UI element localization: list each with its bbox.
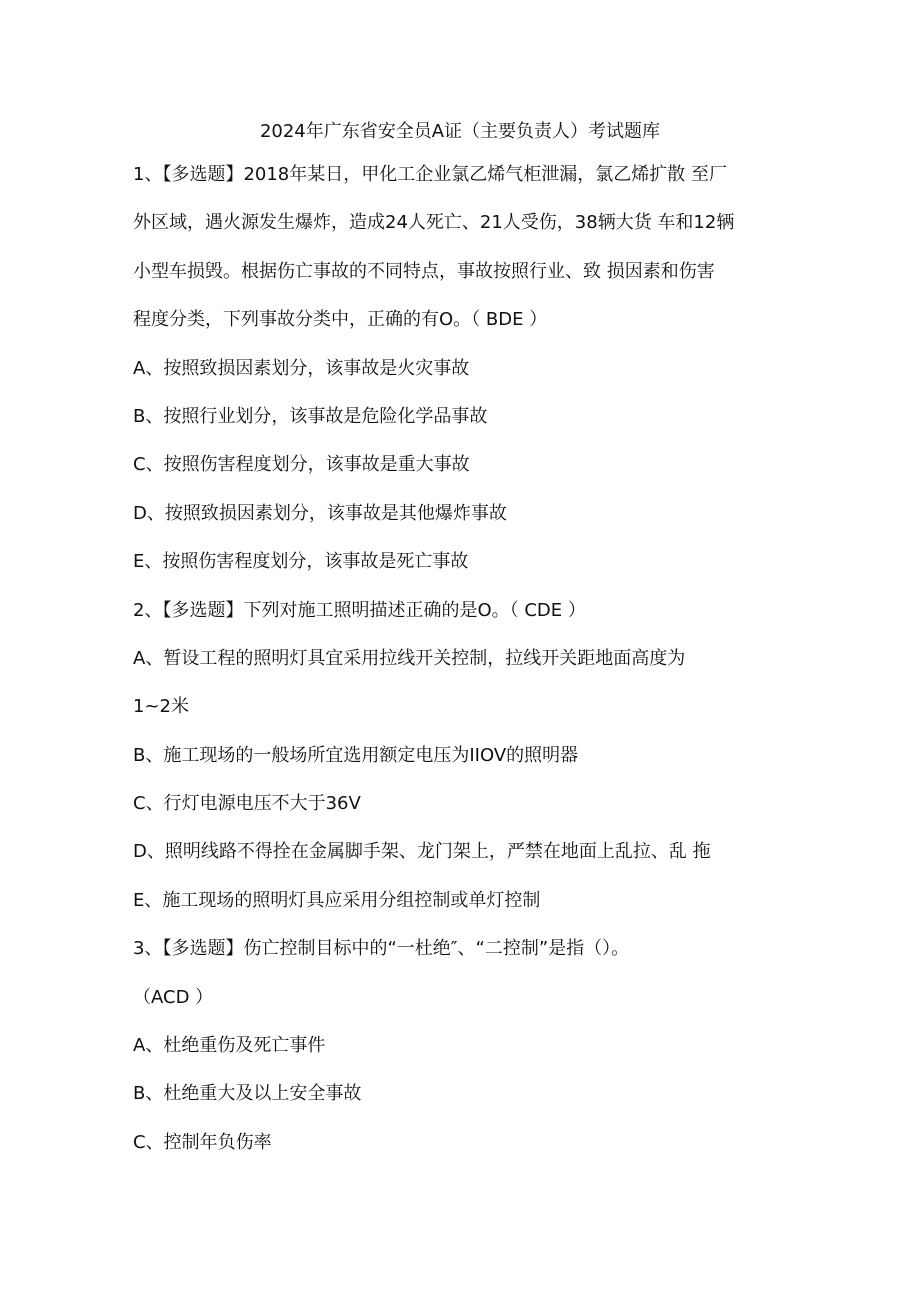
- question-2-option-a-line-2: 1~2米: [133, 696, 189, 718]
- document-title: 2024年广东省安全员A证（主要负责人）考试题库: [259, 121, 661, 142]
- question-1-option-a: A、按照致损因素划分，该事故是火灾事故: [133, 357, 470, 379]
- question-1-option-d: D、按照致损因素划分，该事故是其他爆炸事故: [133, 502, 507, 524]
- question-2-text: 2、【多选题】下列对施工照明描述正确的是O。（ CDE ）: [133, 599, 586, 621]
- question-1-text-line-4: 程度分类，下列事故分类中，正确的有O。（ BDE ）: [133, 309, 548, 331]
- question-1-option-e: E、按照伤害程度划分，该事故是死亡事故: [133, 551, 469, 573]
- document-body: [133, 163, 793, 1179]
- question-2-option-e: E、施工现场的照明灯具应采用分组控制或单灯控制: [133, 889, 541, 911]
- question-3-option-c: C、控制年负伤率: [133, 1131, 272, 1153]
- question-1-text-line-1: 1、【多选题】2018年某日，甲化工企业氯乙烯气柜泄漏，氯乙烯扩散 至厂: [133, 164, 727, 185]
- question-1-option-c: C、按照伤害程度划分，该事故是重大事故: [133, 454, 470, 476]
- question-3-answer: （ACD ）: [133, 986, 214, 1008]
- question-3-text: 3、【多选题】伤亡控制目标中的“一杜绝″、“二控制”是指（）。: [133, 938, 630, 960]
- question-1-text-line-3: 小型车损毁。根据伤亡事故的不同特点，事故按照行业、致 损因素和伤害: [133, 260, 715, 282]
- question-1-text-line-2: 外区域，遇火源发生爆炸，造成24人死亡、21人受伤，38辆大货 车和12辆: [133, 212, 735, 234]
- question-3-option-a: A、杜绝重伤及死亡事件: [133, 1035, 326, 1057]
- question-3-option-b: B、杜绝重大及以上安全事故: [133, 1083, 362, 1105]
- question-2-option-a-line-1: A、暂设工程的照明灯具宜采用拉线开关控制，拉线开关距地面高度为: [133, 647, 686, 669]
- question-2-option-d: D、照明线路不得拴在金属脚手架、龙门架上，严禁在地面上乱拉、乱 拖: [133, 841, 711, 863]
- question-2-option-c: C、行灯电源电压不大于36V: [133, 793, 361, 815]
- question-2-option-b: B、施工现场的一般场所宜选用额定电压为IIOV的照明器: [133, 744, 579, 766]
- question-1-option-b: B、按照行业划分，该事故是危险化学品事故: [133, 405, 488, 427]
